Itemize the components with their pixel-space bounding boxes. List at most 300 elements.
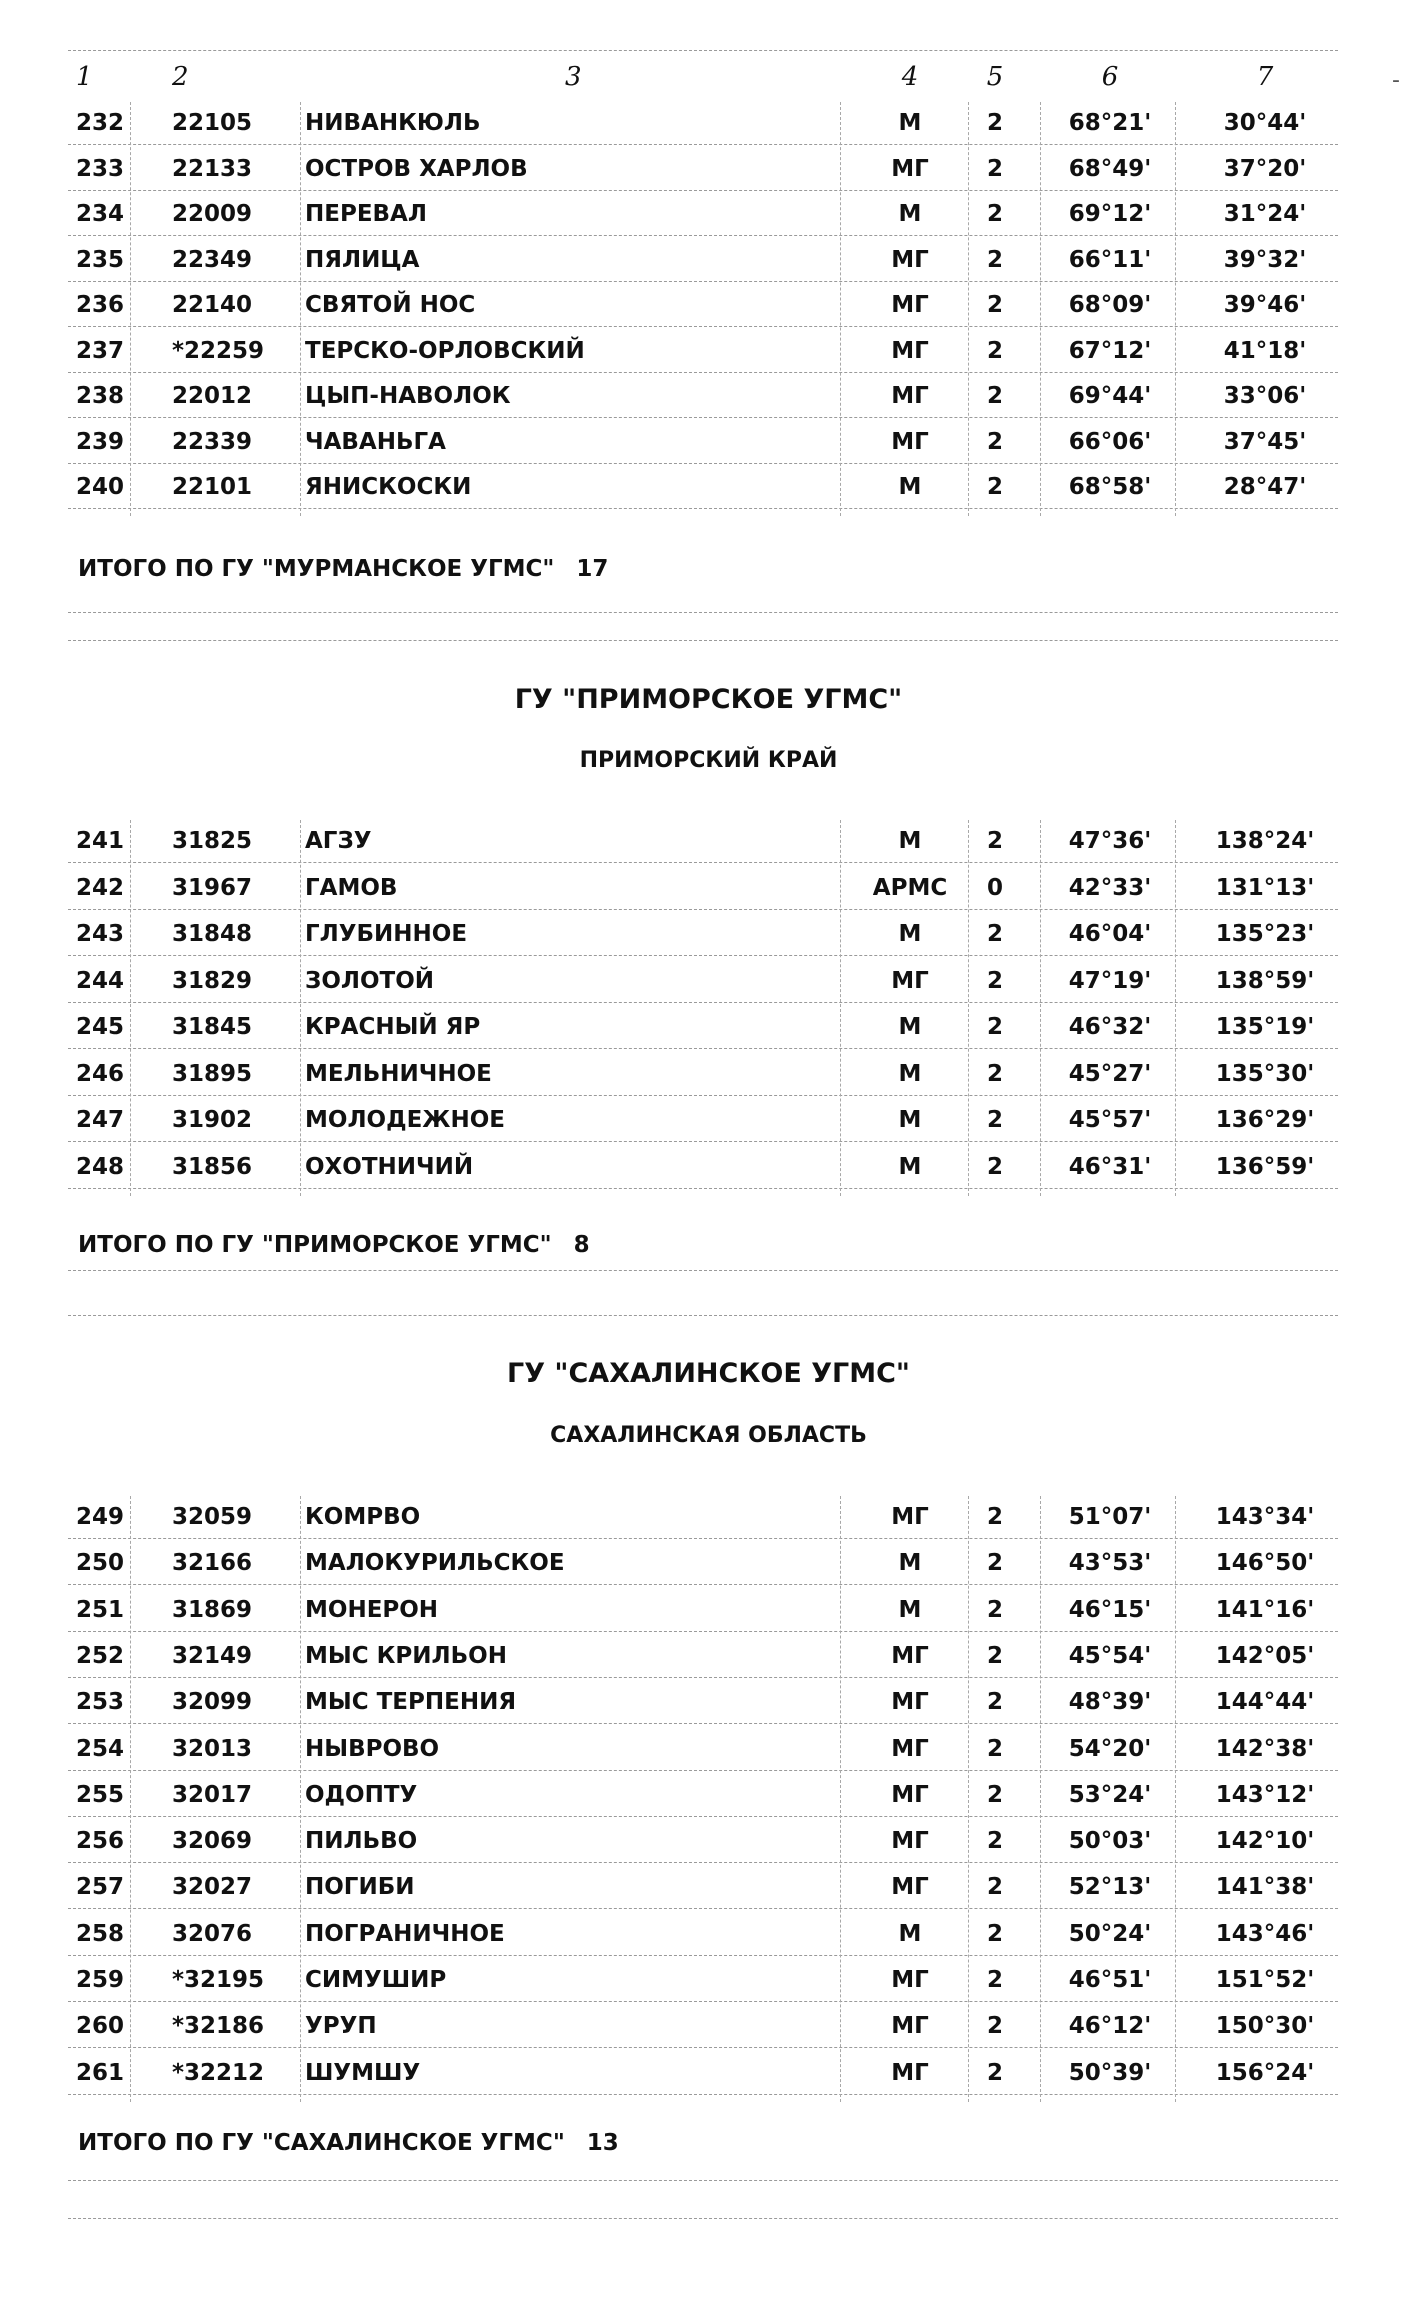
station-index: 32149: [172, 1642, 253, 1669]
station-name: МЕЛЬНИЧНОЕ: [305, 1060, 492, 1087]
column-rule: [840, 820, 841, 1196]
station-type: М: [898, 201, 922, 227]
row-number: 238: [76, 383, 125, 409]
row-number: 254: [76, 1735, 125, 1762]
station-type: МГ: [891, 383, 929, 409]
row-number: 260: [76, 2013, 125, 2040]
station-name: ЦЫП-НАВОЛОК: [305, 383, 511, 409]
row-number: 235: [76, 246, 125, 273]
station-name: НИВАНКЮЛЬ: [305, 110, 481, 136]
column-rule: [130, 102, 131, 516]
station-type: МГ: [891, 1781, 929, 1808]
station-index: 32099: [172, 1689, 253, 1716]
station-name: ОДОПТУ: [305, 1781, 418, 1808]
station-index: 22349: [172, 246, 253, 273]
longitude: 141°16': [1215, 1596, 1315, 1623]
column-rule: [968, 820, 969, 1196]
station-index: 31825: [172, 828, 253, 854]
station-type: МГ: [891, 292, 929, 318]
latitude: 45°54': [1068, 1642, 1152, 1669]
station-index: *32212: [172, 2059, 265, 2086]
column-rule: [300, 1496, 301, 2102]
table-top-rule: [68, 50, 1338, 51]
table-row: [0, 1961, 1417, 1999]
longitude: 37°45': [1223, 428, 1307, 455]
station-type: МГ: [891, 337, 929, 364]
station-type: М: [898, 921, 922, 947]
latitude: 45°27': [1068, 1060, 1152, 1087]
row-number: 255: [76, 1781, 125, 1808]
station-category: 2: [986, 292, 1003, 318]
row-number: 249: [76, 1504, 125, 1530]
sakhalin-region-title: САХАЛИНСКАЯ ОБЛАСТЬ: [550, 1423, 867, 1448]
table-row: [0, 1101, 1417, 1139]
station-name: ПОГИБИ: [305, 1874, 415, 1901]
station-index: 31869: [172, 1596, 253, 1623]
station-type: МГ: [891, 428, 929, 455]
longitude: 41°18': [1223, 337, 1307, 364]
station-type: АРМС: [872, 874, 948, 901]
column-rule: [1175, 820, 1176, 1196]
row-number: 236: [76, 292, 125, 318]
row-number: 253: [76, 1689, 125, 1716]
station-type: МГ: [891, 1967, 929, 1993]
station-type: МГ: [891, 246, 929, 273]
station-name: МАЛОКУРИЛЬСКОЕ: [305, 1550, 565, 1577]
station-category: 2: [986, 828, 1003, 854]
station-index: 32069: [172, 1828, 253, 1855]
station-name: МЫС КРИЛЬОН: [305, 1642, 507, 1669]
row-rule: [68, 2047, 1338, 2048]
table-row: [0, 241, 1417, 279]
station-category: 2: [986, 1874, 1003, 1901]
row-rule: [68, 862, 1338, 863]
sakhalin-total: [78, 2130, 619, 2156]
latitude: 69°44': [1068, 383, 1152, 409]
longitude: 138°59': [1215, 967, 1315, 994]
latitude: 68°21': [1068, 110, 1152, 136]
station-index: *22259: [172, 337, 265, 364]
row-number: 245: [76, 1014, 125, 1040]
table-row: [0, 150, 1417, 188]
station-category: 2: [986, 1153, 1003, 1180]
station-name: ПИЛЬВО: [305, 1828, 418, 1855]
station-index: 22140: [172, 292, 253, 318]
station-type: М: [898, 474, 922, 500]
sakhalin-total-count: 13: [586, 2130, 619, 2156]
station-type: МГ: [891, 2013, 929, 2040]
latitude: 50°24': [1068, 1920, 1152, 1947]
station-category: 2: [986, 2059, 1003, 2086]
station-category: 2: [986, 110, 1003, 136]
station-index: 31895: [172, 1060, 253, 1087]
station-name: ГЛУБИННОЕ: [305, 921, 468, 947]
row-number: 232: [76, 110, 125, 136]
station-type: МГ: [891, 1504, 929, 1530]
station-type: М: [898, 1107, 922, 1133]
station-index: 22133: [172, 155, 253, 182]
longitude: 151°52': [1215, 1967, 1315, 1993]
station-index: 32013: [172, 1735, 253, 1762]
station-category: 2: [986, 155, 1003, 182]
station-category: 2: [986, 1828, 1003, 1855]
row-number: 248: [76, 1153, 125, 1180]
latitude: 46°15': [1068, 1596, 1152, 1623]
station-index: 22339: [172, 428, 253, 455]
longitude: 138°24': [1215, 828, 1315, 854]
row-number: 242: [76, 874, 125, 901]
column-rule: [1175, 1496, 1176, 2102]
station-category: 2: [986, 1060, 1003, 1087]
longitude: 39°46': [1223, 292, 1307, 318]
row-rule: [68, 909, 1338, 910]
row-rule: [68, 281, 1338, 282]
latitude: 43°53': [1068, 1550, 1152, 1577]
station-category: 2: [986, 1967, 1003, 1993]
station-type: МГ: [891, 1735, 929, 1762]
column-rule: [1040, 102, 1041, 516]
murmansk-total-label: ИТОГО ПО ГУ "МУРМАНСКОЕ УГМС": [78, 556, 555, 582]
station-type: МГ: [891, 967, 929, 994]
station-index: 31848: [172, 921, 253, 947]
table-row: [0, 1776, 1417, 1814]
row-rule: [68, 508, 1338, 509]
table-row: [0, 332, 1417, 370]
station-name: ЯНИСКОСКИ: [305, 474, 472, 500]
latitude: 68°49': [1068, 155, 1152, 182]
station-type: М: [898, 828, 922, 854]
station-category: 2: [986, 2013, 1003, 2040]
station-category: 2: [986, 337, 1003, 364]
row-rule: [68, 417, 1338, 418]
row-number: 258: [76, 1920, 125, 1947]
murmansk-total: [78, 556, 608, 582]
station-index: *32195: [172, 1967, 265, 1993]
col-header-7: 7: [1256, 62, 1274, 92]
longitude: 136°59': [1215, 1153, 1315, 1180]
latitude: 46°31': [1068, 1153, 1152, 1180]
station-type: М: [898, 1596, 922, 1623]
station-index: 31967: [172, 874, 253, 901]
row-rule: [68, 326, 1338, 327]
latitude: 42°33': [1068, 874, 1152, 901]
column-rule: [1040, 820, 1041, 1196]
row-number: 237: [76, 337, 125, 364]
station-category: 2: [986, 1735, 1003, 1762]
station-name: УРУП: [305, 2013, 377, 2040]
longitude: 142°10': [1215, 1828, 1315, 1855]
latitude: 46°04': [1068, 921, 1152, 947]
station-category: 2: [986, 383, 1003, 409]
primorsk-region-title: ПРИМОРСКИЙ КРАЙ: [579, 748, 838, 773]
row-rule: [68, 1862, 1338, 1863]
longitude: 143°12': [1215, 1781, 1315, 1808]
latitude: 50°03': [1068, 1828, 1152, 1855]
station-index: 32027: [172, 1874, 253, 1901]
row-rule: [68, 144, 1338, 145]
latitude: 53°24': [1068, 1781, 1152, 1808]
table-row: [0, 1498, 1417, 1536]
station-index: 32059: [172, 1504, 253, 1530]
station-category: 2: [986, 1504, 1003, 1530]
column-rule: [300, 820, 301, 1196]
latitude: 47°36': [1068, 828, 1152, 854]
table-row: [0, 377, 1417, 415]
station-index: 31829: [172, 967, 253, 994]
row-number: 239: [76, 428, 125, 455]
row-rule: [68, 1188, 1338, 1189]
longitude: 30°44': [1223, 110, 1307, 136]
column-rule: [1040, 1496, 1041, 2102]
station-category: 0: [986, 874, 1003, 901]
station-category: 2: [986, 1920, 1003, 1947]
row-rule: [68, 1538, 1338, 1539]
row-rule: [68, 1048, 1338, 1049]
latitude: 51°07': [1068, 1504, 1152, 1530]
column-rule: [968, 102, 969, 516]
table-row: [0, 2007, 1417, 2045]
col-header-2: 2: [172, 62, 189, 92]
row-rule: [68, 1584, 1338, 1585]
col-header-6: 6: [1101, 62, 1119, 92]
station-name: ЧАВАНЬГА: [305, 428, 446, 455]
longitude: 135°23': [1215, 921, 1315, 947]
row-number: 247: [76, 1107, 125, 1133]
latitude: 54°20': [1068, 1735, 1152, 1762]
table-row: [0, 869, 1417, 907]
row-number: 243: [76, 921, 125, 947]
table-row: [0, 1591, 1417, 1629]
station-index: 32166: [172, 1550, 253, 1577]
table-row: [0, 1148, 1417, 1186]
row-rule: [68, 1770, 1338, 1771]
latitude: 46°12': [1068, 2013, 1152, 2040]
latitude: 46°51': [1068, 1967, 1152, 1993]
longitude: 143°34': [1215, 1504, 1315, 1530]
station-type: М: [898, 110, 922, 136]
station-type: М: [898, 1550, 922, 1577]
table-row: [0, 195, 1417, 233]
column-rule: [130, 820, 131, 1196]
station-category: 2: [986, 967, 1003, 994]
latitude: 52°13': [1068, 1874, 1152, 1901]
latitude: 66°11': [1068, 246, 1152, 273]
row-rule: [68, 955, 1338, 956]
station-index: *32186: [172, 2013, 265, 2040]
row-number: 251: [76, 1596, 125, 1623]
station-index: 31902: [172, 1107, 253, 1133]
row-number: 246: [76, 1060, 125, 1087]
primorsk-total: [78, 1232, 590, 1258]
longitude: 37°20': [1223, 155, 1307, 182]
station-type: М: [898, 1920, 922, 1947]
col-header-1: 1: [76, 62, 93, 92]
station-name: КОМРВО: [305, 1504, 421, 1530]
row-number: 256: [76, 1828, 125, 1855]
separator-rule: [68, 1270, 1338, 1271]
table-row: [0, 1730, 1417, 1768]
column-rule: [300, 102, 301, 516]
row-number: 250: [76, 1550, 125, 1577]
row-rule: [68, 1141, 1338, 1142]
station-index: 32076: [172, 1920, 253, 1947]
row-rule: [68, 1677, 1338, 1678]
table-row: [0, 1055, 1417, 1093]
table-row: [0, 286, 1417, 324]
station-type: М: [898, 1014, 922, 1040]
longitude: 131°13': [1215, 874, 1315, 901]
station-name: СВЯТОЙ НОС: [305, 292, 476, 318]
column-header-row: [0, 58, 1417, 96]
row-rule: [68, 235, 1338, 236]
row-rule: [68, 1816, 1338, 1817]
separator-rule: [68, 2218, 1338, 2219]
longitude: 31°24': [1223, 201, 1307, 227]
table-row: [0, 1637, 1417, 1675]
row-number: 234: [76, 201, 125, 227]
table-row: [0, 962, 1417, 1000]
station-category: 2: [986, 1107, 1003, 1133]
row-rule: [68, 1002, 1338, 1003]
latitude: 67°12': [1068, 337, 1152, 364]
separator-rule: [68, 2180, 1338, 2181]
row-number: 240: [76, 474, 125, 500]
longitude: 141°38': [1215, 1874, 1315, 1901]
latitude: 66°06': [1068, 428, 1152, 455]
station-category: 2: [986, 1781, 1003, 1808]
latitude: 47°19': [1068, 967, 1152, 994]
row-rule: [68, 1631, 1338, 1632]
station-type: М: [898, 1153, 922, 1180]
table-row: [0, 822, 1417, 860]
row-number: 259: [76, 1967, 125, 1993]
station-name: ПЕРЕВАЛ: [305, 201, 427, 227]
separator-rule: [68, 1315, 1338, 1316]
station-name: КРАСНЫЙ ЯР: [305, 1014, 481, 1040]
table-row: [0, 468, 1417, 506]
row-rule: [68, 1955, 1338, 1956]
station-category: 2: [986, 1014, 1003, 1040]
column-rule: [840, 1496, 841, 2102]
station-name: АГЗУ: [305, 828, 372, 854]
row-rule: [68, 2001, 1338, 2002]
latitude: 68°58': [1068, 474, 1152, 500]
row-number: 261: [76, 2059, 125, 2086]
column-rule: [1175, 102, 1176, 516]
sakhalin-total-label: ИТОГО ПО ГУ "САХАЛИНСКОЕ УГМС": [78, 2130, 565, 2156]
station-name: ЗОЛОТОЙ: [305, 967, 435, 994]
margin-mark: -: [1392, 68, 1400, 93]
row-number: 233: [76, 155, 125, 182]
station-index: 31856: [172, 1153, 253, 1180]
table-row: [0, 1868, 1417, 1906]
row-rule: [68, 1095, 1338, 1096]
table-row: [0, 1915, 1417, 1953]
station-type: МГ: [891, 1689, 929, 1716]
longitude: 144°44': [1215, 1689, 1315, 1716]
latitude: 45°57': [1068, 1107, 1152, 1133]
row-number: 257: [76, 1874, 125, 1901]
row-rule: [68, 372, 1338, 373]
station-name: ПОГРАНИЧНОЕ: [305, 1920, 505, 1947]
station-type: М: [898, 1060, 922, 1087]
station-name: ШУМШУ: [305, 2059, 421, 2086]
row-rule: [68, 2094, 1338, 2095]
row-rule: [68, 190, 1338, 191]
table-row: [0, 2054, 1417, 2092]
station-name: МОЛОДЕЖНОЕ: [305, 1107, 505, 1133]
column-rule: [130, 1496, 131, 2102]
row-number: 241: [76, 828, 125, 854]
station-name: НЫВРОВО: [305, 1735, 440, 1762]
separator-rule: [68, 640, 1338, 641]
longitude: 135°30': [1215, 1060, 1315, 1087]
longitude: 142°05': [1215, 1642, 1315, 1669]
station-index: 22101: [172, 474, 253, 500]
station-index: 32017: [172, 1781, 253, 1808]
station-category: 2: [986, 1642, 1003, 1669]
latitude: 69°12': [1068, 201, 1152, 227]
table-row: [0, 423, 1417, 461]
station-name: ТЕРСКО-ОРЛОВСКИЙ: [305, 337, 585, 364]
longitude: 136°29': [1215, 1107, 1315, 1133]
table-row: [0, 1544, 1417, 1582]
station-index: 22012: [172, 383, 253, 409]
station-name: ОХОТНИЧИЙ: [305, 1153, 474, 1180]
primorsk-section-title: ГУ "ПРИМОРСКОЕ УГМС": [514, 684, 903, 715]
row-rule: [68, 463, 1338, 464]
longitude: 142°38': [1215, 1735, 1315, 1762]
station-type: МГ: [891, 155, 929, 182]
station-category: 2: [986, 1596, 1003, 1623]
station-category: 2: [986, 201, 1003, 227]
table-row: [0, 1822, 1417, 1860]
murmansk-total-count: 17: [576, 556, 609, 582]
station-type: МГ: [891, 1874, 929, 1901]
station-name: ГАМОВ: [305, 874, 398, 901]
station-name: ПЯЛИЦА: [305, 246, 420, 273]
latitude: 48°39': [1068, 1689, 1152, 1716]
longitude: 146°50': [1215, 1550, 1315, 1577]
longitude: 135°19': [1215, 1014, 1315, 1040]
station-index: 22105: [172, 110, 253, 136]
latitude: 50°39': [1068, 2059, 1152, 2086]
station-name: СИМУШИР: [305, 1967, 447, 1993]
station-name: МОНЕРОН: [305, 1596, 439, 1623]
station-index: 31845: [172, 1014, 253, 1040]
longitude: 39°32': [1223, 246, 1307, 273]
longitude: 33°06': [1223, 383, 1307, 409]
station-category: 2: [986, 921, 1003, 947]
longitude: 156°24': [1215, 2059, 1315, 2086]
station-category: 2: [986, 428, 1003, 455]
column-rule: [968, 1496, 969, 2102]
separator-rule: [68, 612, 1338, 613]
row-rule: [68, 1908, 1338, 1909]
station-type: МГ: [891, 1642, 929, 1669]
row-number: 252: [76, 1642, 125, 1669]
station-type: МГ: [891, 1828, 929, 1855]
primorsk-total-label: ИТОГО ПО ГУ "ПРИМОРСКОЕ УГМС": [78, 1232, 552, 1258]
col-header-5: 5: [986, 62, 1004, 92]
station-category: 2: [986, 246, 1003, 273]
row-number: 244: [76, 967, 125, 994]
primorsk-total-count: 8: [573, 1232, 590, 1258]
table-row: [0, 1683, 1417, 1721]
latitude: 46°32': [1068, 1014, 1152, 1040]
row-rule: [68, 1723, 1338, 1724]
col-header-3: 3: [565, 62, 582, 92]
